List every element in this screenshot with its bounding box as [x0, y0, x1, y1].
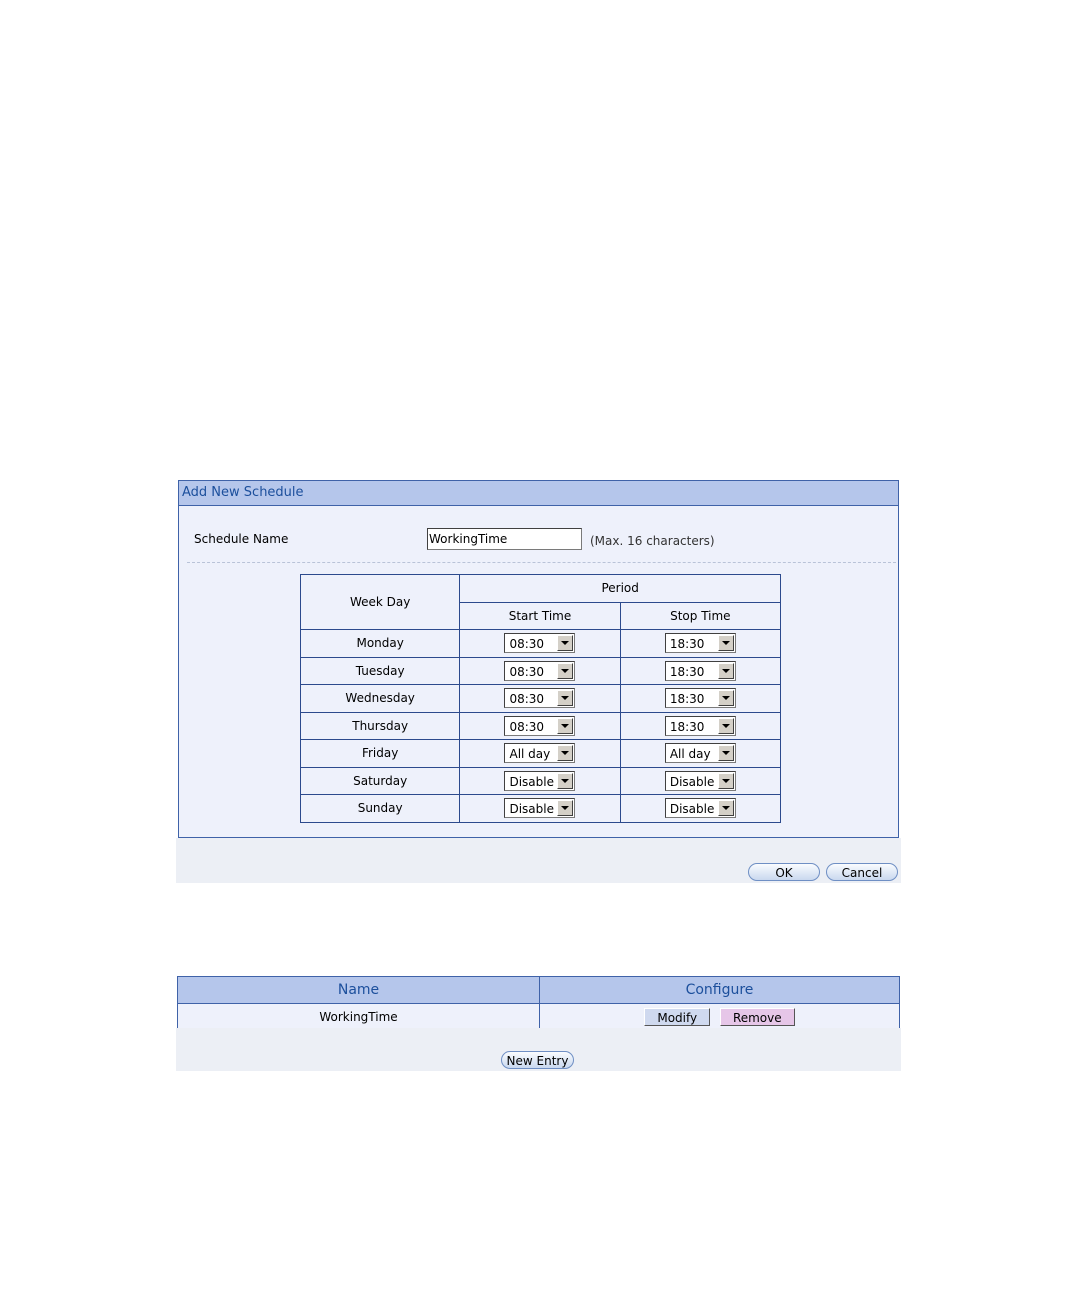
dropdown-arrow-icon[interactable] — [557, 635, 573, 651]
dropdown-arrow-icon[interactable] — [557, 800, 573, 816]
start-time-select[interactable] — [504, 661, 575, 681]
list-header-name: Name — [178, 977, 540, 1004]
start-time-value: 08:30 — [509, 637, 545, 652]
schedule-name-input[interactable] — [427, 528, 582, 550]
new-entry-button[interactable]: New Entry — [501, 1051, 574, 1069]
table-row — [301, 630, 781, 658]
stop-time-value: Disable — [669, 802, 715, 817]
stop-time-cell — [620, 657, 780, 685]
stop-time-value: 18:30 — [669, 664, 705, 679]
stop-time-cell — [620, 630, 780, 658]
dialog-button-bar — [176, 838, 901, 883]
start-time-value: 08:30 — [509, 719, 545, 734]
stop-time-select[interactable] — [665, 661, 736, 681]
schedule-rows — [301, 630, 781, 823]
dropdown-arrow-icon[interactable] — [557, 745, 573, 761]
schedule-name-hint: (Max. 16 characters) — [590, 534, 715, 548]
schedule-list — [177, 976, 900, 1031]
dropdown-arrow-icon[interactable] — [718, 635, 734, 651]
dropdown-arrow-icon[interactable] — [718, 718, 734, 734]
header-start-time: Start Time — [460, 602, 620, 630]
start-time-select[interactable] — [504, 716, 575, 736]
start-time-cell — [460, 767, 620, 795]
stop-time-value: Disable — [669, 774, 715, 789]
header-stop-time: Stop Time — [620, 602, 780, 630]
start-time-select[interactable] — [504, 633, 575, 653]
weekday-label: Wednesday — [301, 685, 460, 713]
stop-time-select[interactable] — [665, 743, 736, 763]
dropdown-arrow-icon[interactable] — [557, 663, 573, 679]
start-time-cell — [460, 685, 620, 713]
table-row — [178, 1004, 900, 1031]
panel-title: Add New Schedule — [179, 481, 898, 506]
stop-time-select[interactable] — [665, 716, 736, 736]
start-time-value: All day — [509, 747, 551, 762]
stop-time-select[interactable] — [665, 688, 736, 708]
schedule-table — [300, 574, 781, 823]
schedule-name-row — [187, 506, 896, 563]
stop-time-cell — [620, 795, 780, 823]
start-time-cell — [460, 712, 620, 740]
start-time-cell — [460, 740, 620, 768]
stop-time-cell — [620, 685, 780, 713]
weekday-label: Saturday — [301, 767, 460, 795]
dropdown-arrow-icon[interactable] — [718, 800, 734, 816]
dropdown-arrow-icon[interactable] — [718, 663, 734, 679]
weekday-label: Tuesday — [301, 657, 460, 685]
dropdown-arrow-icon[interactable] — [557, 718, 573, 734]
stop-time-select[interactable] — [665, 771, 736, 791]
stop-time-value: 18:30 — [669, 637, 705, 652]
stop-time-value: All day — [669, 747, 711, 762]
weekday-label: Sunday — [301, 795, 460, 823]
cancel-button[interactable]: Cancel — [826, 863, 898, 881]
add-schedule-panel — [178, 480, 899, 838]
start-time-select[interactable] — [504, 743, 575, 763]
table-row — [301, 712, 781, 740]
dropdown-arrow-icon[interactable] — [718, 745, 734, 761]
start-time-select[interactable] — [504, 798, 575, 818]
list-entry-configure — [540, 1004, 900, 1031]
weekday-label: Friday — [301, 740, 460, 768]
dropdown-arrow-icon[interactable] — [557, 690, 573, 706]
start-time-select[interactable] — [504, 771, 575, 791]
start-time-cell — [460, 795, 620, 823]
list-button-bar — [176, 1028, 901, 1071]
table-row — [301, 740, 781, 768]
ok-button[interactable]: OK — [748, 863, 820, 881]
start-time-value: 08:30 — [509, 664, 545, 679]
start-time-value: Disable — [509, 774, 554, 789]
start-time-value: Disable — [509, 802, 554, 817]
dropdown-arrow-icon[interactable] — [718, 773, 734, 789]
table-row — [301, 657, 781, 685]
header-week-day: Week Day — [301, 575, 460, 630]
schedule-name-label: Schedule Name — [194, 532, 289, 546]
table-row — [301, 795, 781, 823]
dropdown-arrow-icon[interactable] — [718, 690, 734, 706]
header-period: Period — [460, 575, 781, 603]
stop-time-value: 18:30 — [669, 692, 705, 707]
stop-time-value: 18:30 — [669, 719, 705, 734]
table-row — [301, 767, 781, 795]
start-time-cell — [460, 657, 620, 685]
start-time-select[interactable] — [504, 688, 575, 708]
table-row — [301, 685, 781, 713]
modify-button[interactable]: Modify — [644, 1008, 710, 1026]
list-entry-name: WorkingTime — [178, 1004, 540, 1031]
weekday-label: Monday — [301, 630, 460, 658]
dropdown-arrow-icon[interactable] — [557, 773, 573, 789]
start-time-value: 08:30 — [509, 692, 545, 707]
list-header-configure: Configure — [540, 977, 900, 1004]
start-time-cell — [460, 630, 620, 658]
stop-time-cell — [620, 712, 780, 740]
weekday-label: Thursday — [301, 712, 460, 740]
stop-time-cell — [620, 767, 780, 795]
remove-button[interactable]: Remove — [720, 1008, 795, 1026]
stop-time-select[interactable] — [665, 798, 736, 818]
stop-time-select[interactable] — [665, 633, 736, 653]
stop-time-cell — [620, 740, 780, 768]
